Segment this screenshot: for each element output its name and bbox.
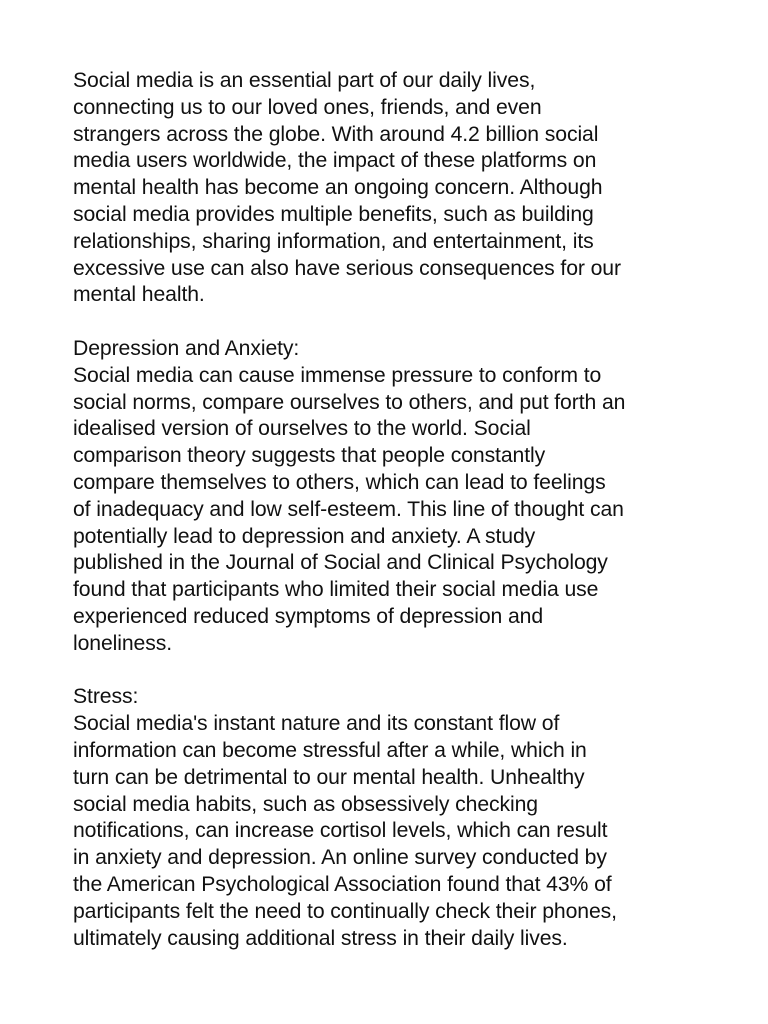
depression-line: potentially lead to depression and anxiety. A study [73,524,536,548]
stress-line: ultimately causing additional stress in their daily lives. [73,926,568,950]
intro-line: strangers across the globe. With around 4.2 billion social [73,122,599,146]
intro-line: excessive use can also have serious consequences for our [73,256,621,280]
intro-line: mental health. [73,283,205,307]
stress-line: in anxiety and depression. An online survey conducted by [73,846,607,870]
intro-line: connecting us to our loved ones, friends, and even [73,95,542,119]
depression-section [73,336,713,658]
stress-line: Social media's instant nature and its constant flow of [73,712,560,736]
depression-heading: Depression and Anxiety: [73,336,300,360]
depression-line: idealised version of ourselves to the world. Social [73,417,531,441]
depression-line: found that participants who limited their social media use [73,578,599,602]
stress-line: social media habits, such as obsessively checking [73,792,538,816]
stress-line: information can become stressful after a while, which in [73,738,587,762]
depression-line: published in the Journal of Social and Clinical Psychology [73,551,608,575]
intro-line: mental health has become an ongoing concern. Although [73,176,603,200]
depression-line: comparison theory suggests that people constantly [73,444,546,468]
intro-line: Social media is an essential part of our daily lives, [73,69,536,92]
depression-line: loneliness. [73,631,173,655]
intro-paragraph [73,68,713,309]
intro-line: social media provides multiple benefits, such as building [73,202,594,226]
depression-line: social norms, compare ourselves to others, and put forth an [73,390,626,414]
document-page [73,68,713,952]
stress-line: turn can be detrimental to our mental health. Unhealthy [73,765,585,789]
depression-line: experienced reduced symptoms of depression and [73,604,544,628]
stress-heading: Stress: [73,685,139,709]
stress-line: participants felt the need to continually check their phones, [73,899,617,923]
stress-section [73,684,713,952]
depression-line: Social media can cause immense pressure to conform to [73,363,602,387]
intro-line: media users worldwide, the impact of these platforms on [73,149,597,173]
stress-line: notifications, can increase cortisol levels, which can result [73,819,608,843]
stress-line: the American Psychological Association found that 43% of [73,872,612,896]
intro-line: relationships, sharing information, and entertainment, its [73,229,594,253]
depression-line: of inadequacy and low self-esteem. This line of thought can [73,497,624,521]
depression-line: compare themselves to others, which can lead to feelings [73,470,606,494]
paragraph-gap [73,658,713,685]
paragraph-gap [73,309,713,336]
